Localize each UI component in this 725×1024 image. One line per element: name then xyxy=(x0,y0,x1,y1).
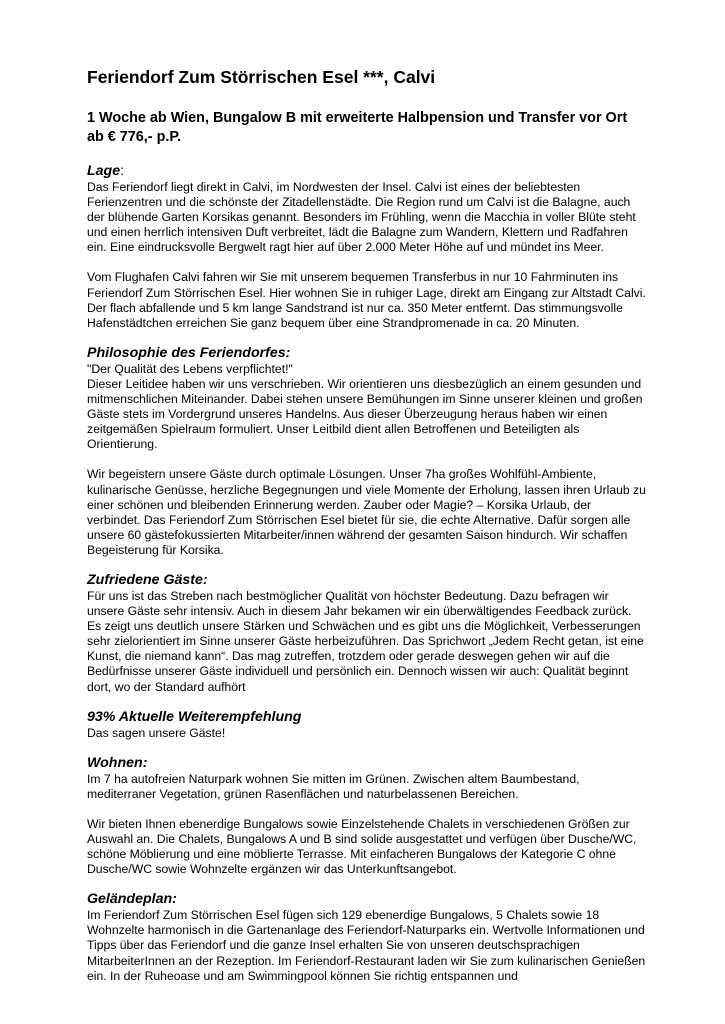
paragraph-gap xyxy=(87,802,647,817)
paragraph-gap xyxy=(87,452,647,467)
gelaendeplan-paragraph-1: Im Feriendorf Zum Störrischen Esel fügen sich 129 ebenerdige Bungalows, 5 Chalets sowie 18 Wohnzelte harmonisch in die Gartenanlage des Feriendorf-Naturparks ein. Wertvolle Informationen und Tipps über das Feriendorf und die ganze Insel erhalten Sie von unseren deutschsprachigen MitarbeiterInnen an der Rezeption. Im Feriendorf-Restaurant laden wir Sie zum kulinarischen Genießen ein. In der Ruheoase und am Swimmingpool können Sie richtig entspannen und xyxy=(87,908,646,983)
lage-paragraph-1: Das Feriendorf liegt direkt in Calvi, im Nordwesten der Insel. Calvi ist eines der beliebtesten Ferienzentren und die schönste der Zitadellenstädte. Die Region rund um Calvi ist die Balagne, auch der blühende Garten Korsikas genannt. Besonders im Frühling, wenn die Macchia in voller Blüte steht und einen herrlich intensiven Duft verbreitet, lädt die Balagne zum Wandern, Klettern und Radfahren ein. Eine eindrucksvolle Bergwelt ragt hier auf über 2.000 Meter Höhe auf und mündet ins Meer. xyxy=(87,180,636,255)
wohnen-paragraph-1: Im 7 ha autofreien Naturpark wohnen Sie mitten im Grünen. Zwischen altem Baumbestand, mediterraner Vegetation, grünen Rasenflächen und naturbelassenen Bereichen. xyxy=(87,771,580,801)
section-weiterempfehlung xyxy=(87,709,647,741)
section-heading-lage xyxy=(87,163,647,180)
wohnen-paragraph-2: Wir bieten Ihnen ebenerdige Bungalows sowie Einzelstehende Chalets in verschiedenen Größen zur Auswahl an. Die Chalets, Bungalows A und B sind solide ausgestattet und verfügen über Dusche/WC, schöne Möblierung und eine möblierte Terrasse. Mit einfacheren Bungalows der Kategorie C ohne Dusche/WC sowie Wohnzelte ergänzen wir das Unterkunftsangebot. xyxy=(87,816,637,877)
page-title: Feriendorf Zum Störrischen Esel ***, Calvi xyxy=(87,67,436,87)
zufriedene-paragraph-1: Für uns ist das Streben nach bestmöglicher Qualität von höchster Bedeutung. Dazu befragen wir unsere Gäste sehr intensiv. Auch in diesem Jahr bekamen wir ein überwältigendes Feedback zurück. Es zeigt uns deutlich unsere Stärken und Schwächen und es gibt uns die Möglichkeit, Verbesserungen sehr zielorientiert im Sinne unserer Gäste herbeizuführen. Das Sprichwort „Jedem Recht getan, ist eine Kunst, die niemand kann“. Das mag zutreffen, trotzdem oder gerade deswegen gehen wir auf die Bedürfnisse unserer Gäste individuell und persönlich ein. Dennoch wissen wir auch: Qualität beginnt dort, wo der Standard aufhört xyxy=(87,588,644,694)
section-philosophie xyxy=(87,345,647,558)
philosophie-paragraph-1: Dieser Leitidee haben wir uns verschrieben. Wir orientieren uns diesbezüglich an einem gesunden und mitmenschlichen Miteinander. Dabei stehen unsere Bemühungen im Sinne unserer kleinen und großen Gäste stets im Vordergrund unseres Handelns. Aus dieser Überzeugung heraus haben wir einen zeitgemäßen Spielraum formuliert. Unser Leitbild dient allen Betroffenen und Beteiligten als Orientierung. xyxy=(87,376,643,452)
philosophie-paragraph-2: Wir begeistern unsere Gäste durch optimale Lösungen. Unser 7ha großes Wohlfühl-Ambiente, kulinarische Genüsse, herzliche Begegnungen und viele Momente der Erholung, lassen ihren Urlaub zu einer schönen und bleibenden Erinnerung werden. Zauber oder Magie? – Korsika Urlaub, der verbindet. Das Feriendorf Zum Störrischen Esel bietet für sie, die echte Alternative. Dafür sorgen alle unsere 60 gästefokussierten Mitarbeiter/innen während der gesamten Saison hindurch. Wir schaffen Begeisterung für Korsika. xyxy=(87,467,646,557)
lage-paragraph-2: Vom Flughafen Calvi fahren wir Sie mit unserem bequemen Transferbus in nur 10 Fahrminuten ins Feriendorf Zum Störrischen Esel. Hier wohnen Sie in ruhiger Lage, direkt am Eingang zur Altstadt Calvi. Der flach abfallende und 5 km lange Sandstrand ist nur ca. 350 Meter entfernt. Das stimmungsvolle Hafenstädtchen erreichen Sie ganz bequem über eine Strandpromenade in ca. 20 Minuten. xyxy=(87,270,646,330)
section-heading-gelaendeplan: Geländeplan: xyxy=(87,891,177,908)
weiterempfehlung-paragraph-1: Das sagen unsere Gäste! xyxy=(87,725,226,740)
section-heading-zufriedene-gaeste: Zufriedene Gäste: xyxy=(87,571,208,588)
offer-subtitle: 1 Woche ab Wien, Bungalow B mit erweiterte Halbpension und Transfer vor Ort ab € 776,- p.P. xyxy=(87,110,628,145)
section-heading-weiterempfehlung: 93% Aktuelle Weiterempfehlung xyxy=(87,708,302,725)
lage-heading-text: Lage xyxy=(87,163,121,179)
section-heading-philosophie: Philosophie des Feriendorfes: xyxy=(87,344,291,361)
section-zufriedene-gaeste xyxy=(87,572,647,695)
document-page xyxy=(87,66,647,998)
lage-heading-colon: : xyxy=(120,163,125,179)
paragraph-gap xyxy=(87,255,647,270)
philosophie-quote: "Der Qualität des Lebens verpflichtet!" xyxy=(87,361,293,376)
section-heading-wohnen: Wohnen: xyxy=(87,754,148,771)
section-lage xyxy=(87,163,647,331)
section-wohnen xyxy=(87,755,647,878)
section-gelaendeplan xyxy=(87,891,647,983)
